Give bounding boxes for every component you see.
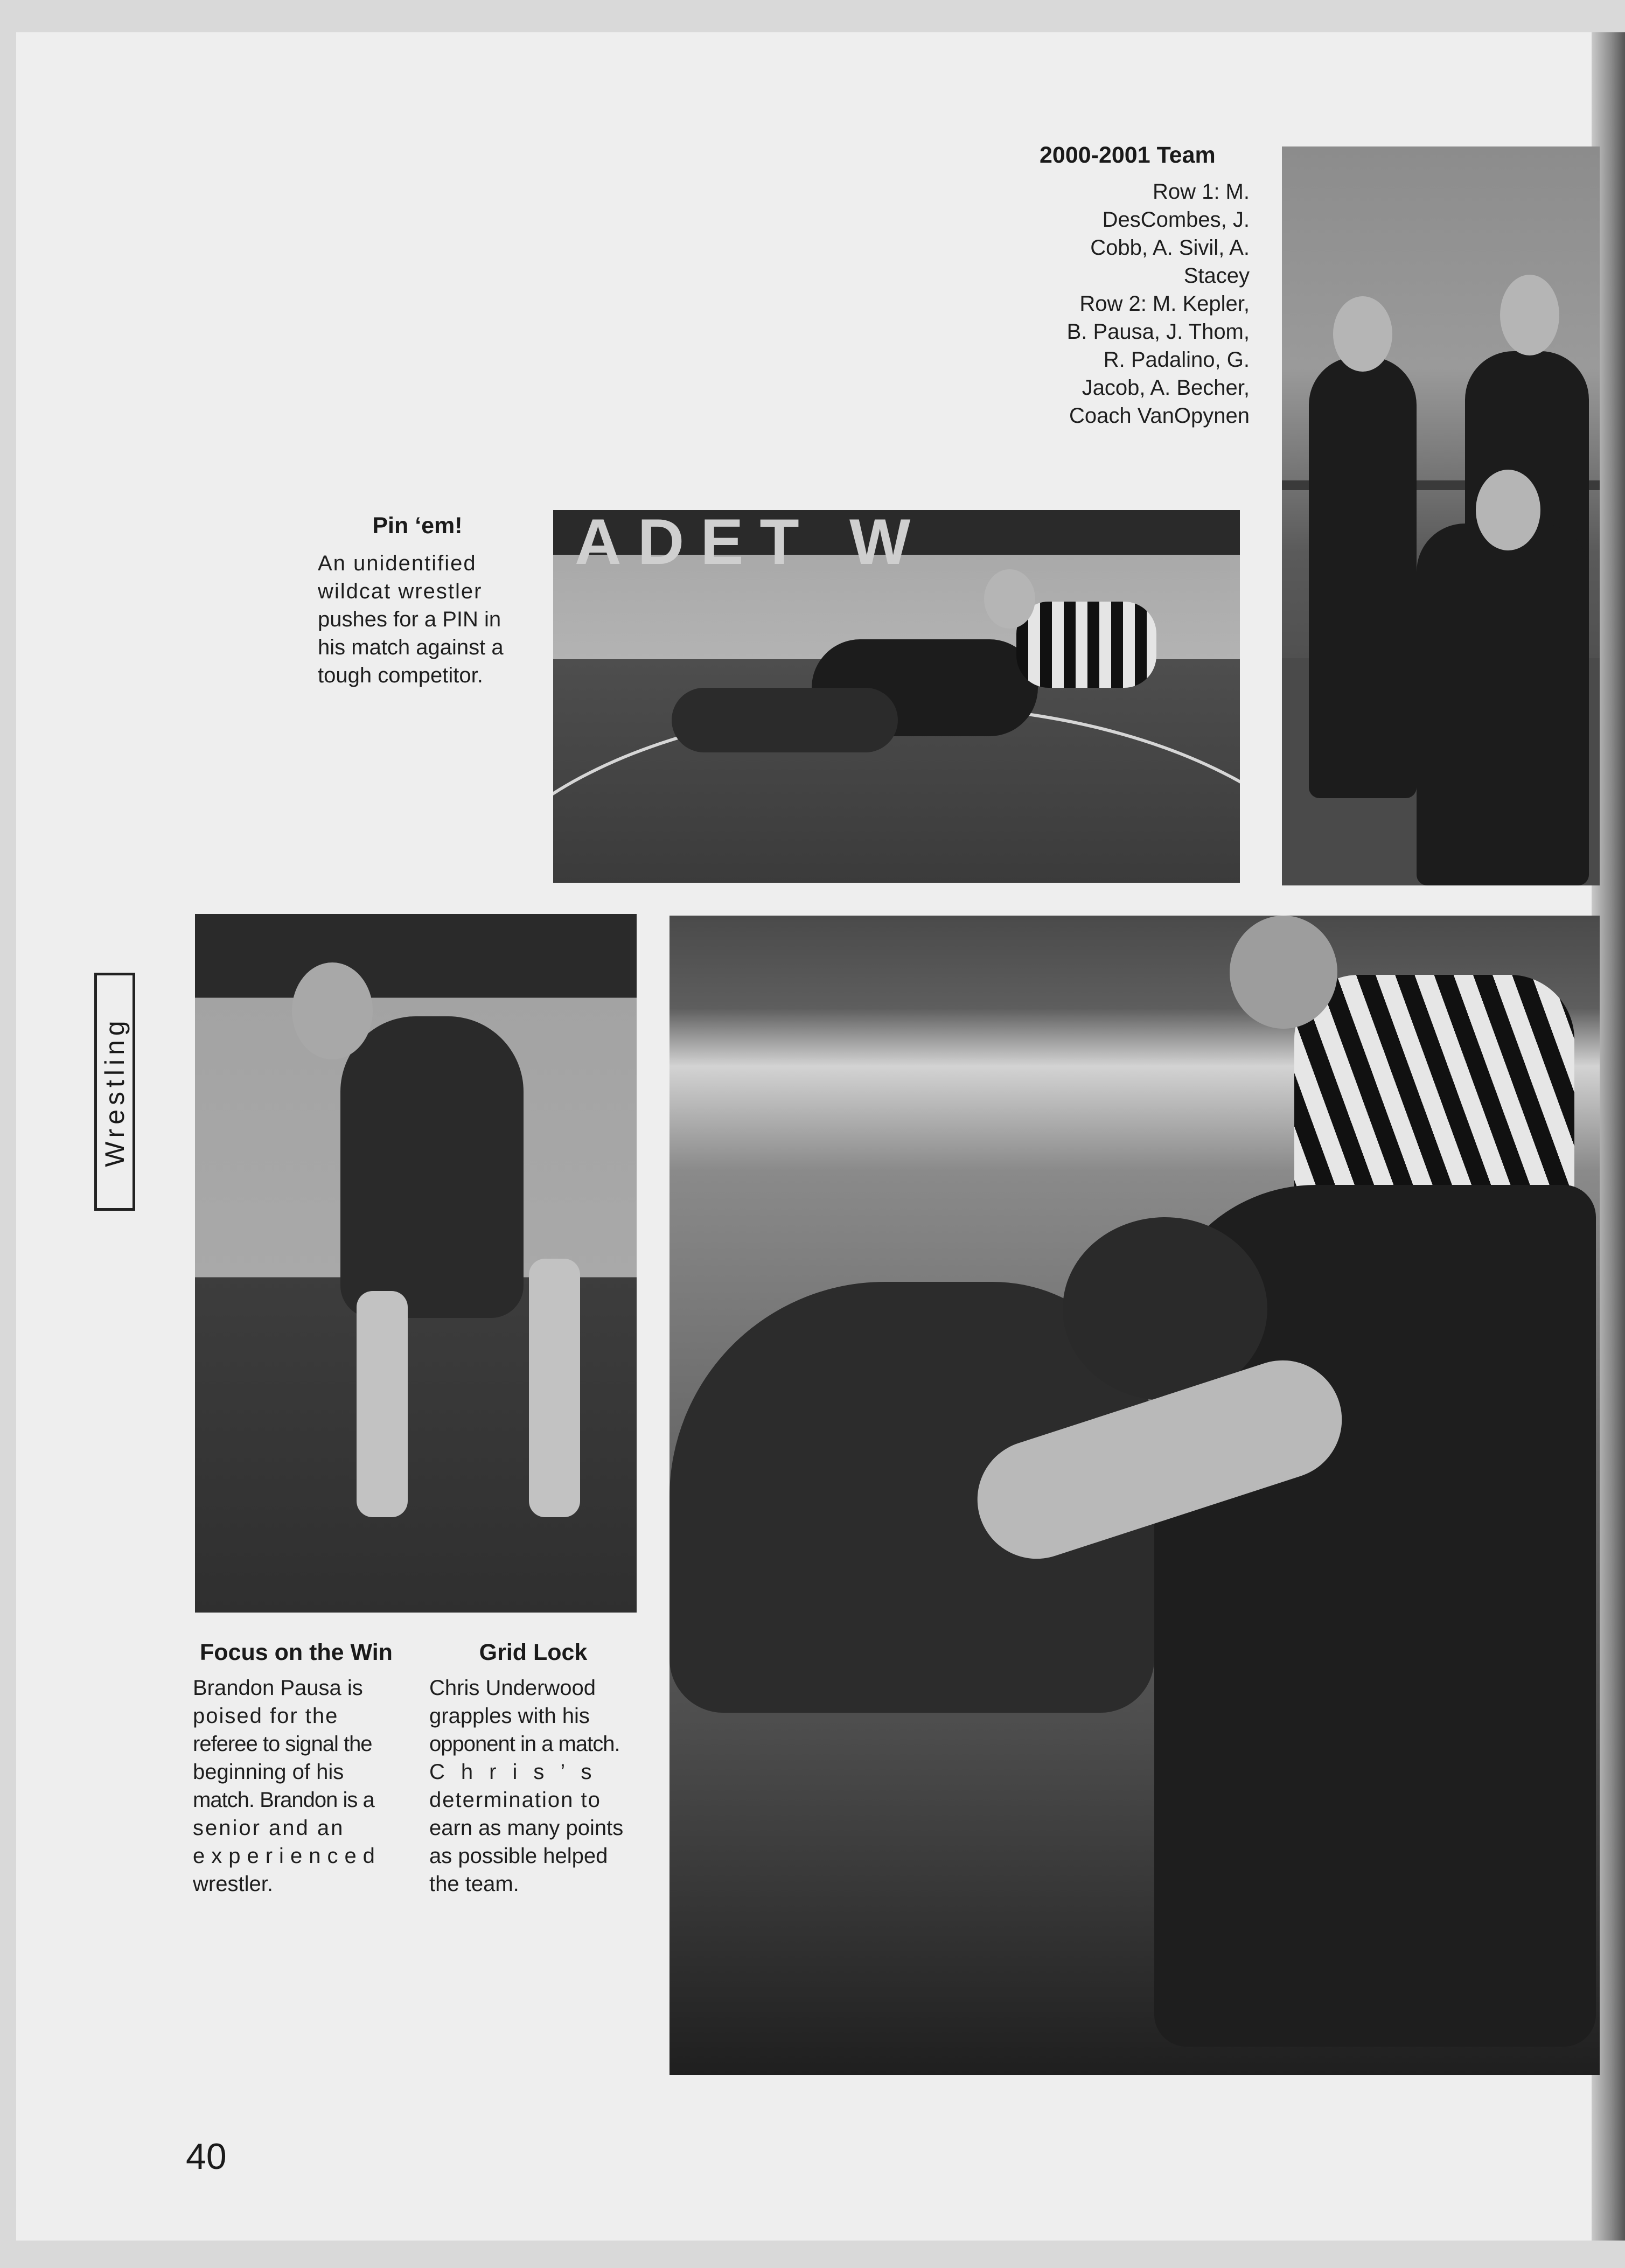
team-caption-body bbox=[1018, 178, 1250, 430]
referee-head bbox=[984, 569, 1035, 629]
caption-line: earn as many points bbox=[429, 1816, 624, 1840]
caption-line: DesCombes, J. bbox=[1102, 208, 1250, 232]
section-tab bbox=[94, 973, 135, 1211]
wrestler-singlet bbox=[340, 1016, 524, 1318]
caption-line: Chris’s bbox=[429, 1760, 608, 1784]
grid-lock-photo bbox=[669, 916, 1600, 2075]
caption-line: senior and an bbox=[193, 1816, 345, 1840]
section-tab-label: Wrestling bbox=[100, 1016, 130, 1167]
focus-caption-body bbox=[193, 1674, 393, 1898]
team-photo bbox=[1282, 146, 1600, 885]
gym-banner-text: ADET W bbox=[575, 510, 927, 578]
caption-line: R. Padalino, G. bbox=[1103, 348, 1250, 372]
caption-line: tough competitor. bbox=[318, 664, 483, 687]
caption-line: experienced bbox=[193, 1844, 381, 1868]
team-member-head bbox=[1476, 470, 1540, 550]
grid-caption-body bbox=[429, 1674, 634, 1898]
caption-line: Row 2: M. Kepler, bbox=[1079, 292, 1250, 316]
wrestler-leg-right bbox=[529, 1259, 580, 1517]
wrestler-bottom bbox=[672, 688, 898, 752]
caption-line: An unidentified bbox=[318, 552, 477, 575]
caption-line: wrestler. bbox=[193, 1872, 273, 1896]
caption-line: Row 1: M. bbox=[1152, 180, 1250, 204]
caption-line: Chris Underwood bbox=[429, 1676, 596, 1700]
caption-line: beginning of his bbox=[193, 1760, 344, 1784]
caption-line: Cobb, A. Sivil, A. bbox=[1090, 236, 1250, 260]
caption-line: poised for the bbox=[193, 1704, 339, 1728]
referee bbox=[1016, 602, 1156, 688]
grid-caption-title: Grid Lock bbox=[479, 1639, 588, 1665]
caption-line: as possible helped bbox=[429, 1844, 608, 1868]
caption-line: opponent in a match. bbox=[429, 1732, 620, 1756]
caption-line: match. Brandon is a bbox=[193, 1788, 374, 1812]
caption-line: wildcat wrestler bbox=[318, 580, 483, 603]
page-number: 40 bbox=[186, 2136, 227, 2177]
referee-head bbox=[1230, 916, 1337, 1029]
focus-on-the-win-photo bbox=[195, 914, 637, 1613]
caption-line: Brandon Pausa is bbox=[193, 1676, 363, 1700]
caption-line: determination to bbox=[429, 1788, 601, 1812]
caption-line: his match against a bbox=[318, 636, 504, 659]
caption-line: referee to signal the bbox=[193, 1732, 372, 1756]
caption-line: the team. bbox=[429, 1872, 519, 1896]
team-member-head bbox=[1333, 296, 1392, 372]
caption-line: Jacob, A. Becher, bbox=[1082, 376, 1250, 400]
pin-caption-title: Pin ‘em! bbox=[372, 513, 463, 539]
pin-match-photo bbox=[553, 510, 1240, 883]
team-member-head bbox=[1500, 275, 1559, 355]
caption-line: Coach VanOpynen bbox=[1069, 404, 1250, 428]
caption-line: B. Pausa, J. Thom, bbox=[1066, 320, 1250, 344]
caption-line: grapples with his bbox=[429, 1704, 590, 1728]
team-member-standing bbox=[1309, 357, 1417, 798]
caption-line: pushes for a PIN in bbox=[318, 608, 501, 631]
caption-line: Stacey bbox=[1183, 264, 1250, 288]
team-caption-title: 2000-2001 Team bbox=[1040, 142, 1216, 168]
team-member-kneeling bbox=[1417, 524, 1589, 885]
focus-caption-title: Focus on the Win bbox=[200, 1639, 393, 1665]
pin-caption-body bbox=[318, 549, 522, 689]
wrestler-leg-left bbox=[357, 1291, 408, 1517]
wrestler-head bbox=[292, 962, 373, 1059]
